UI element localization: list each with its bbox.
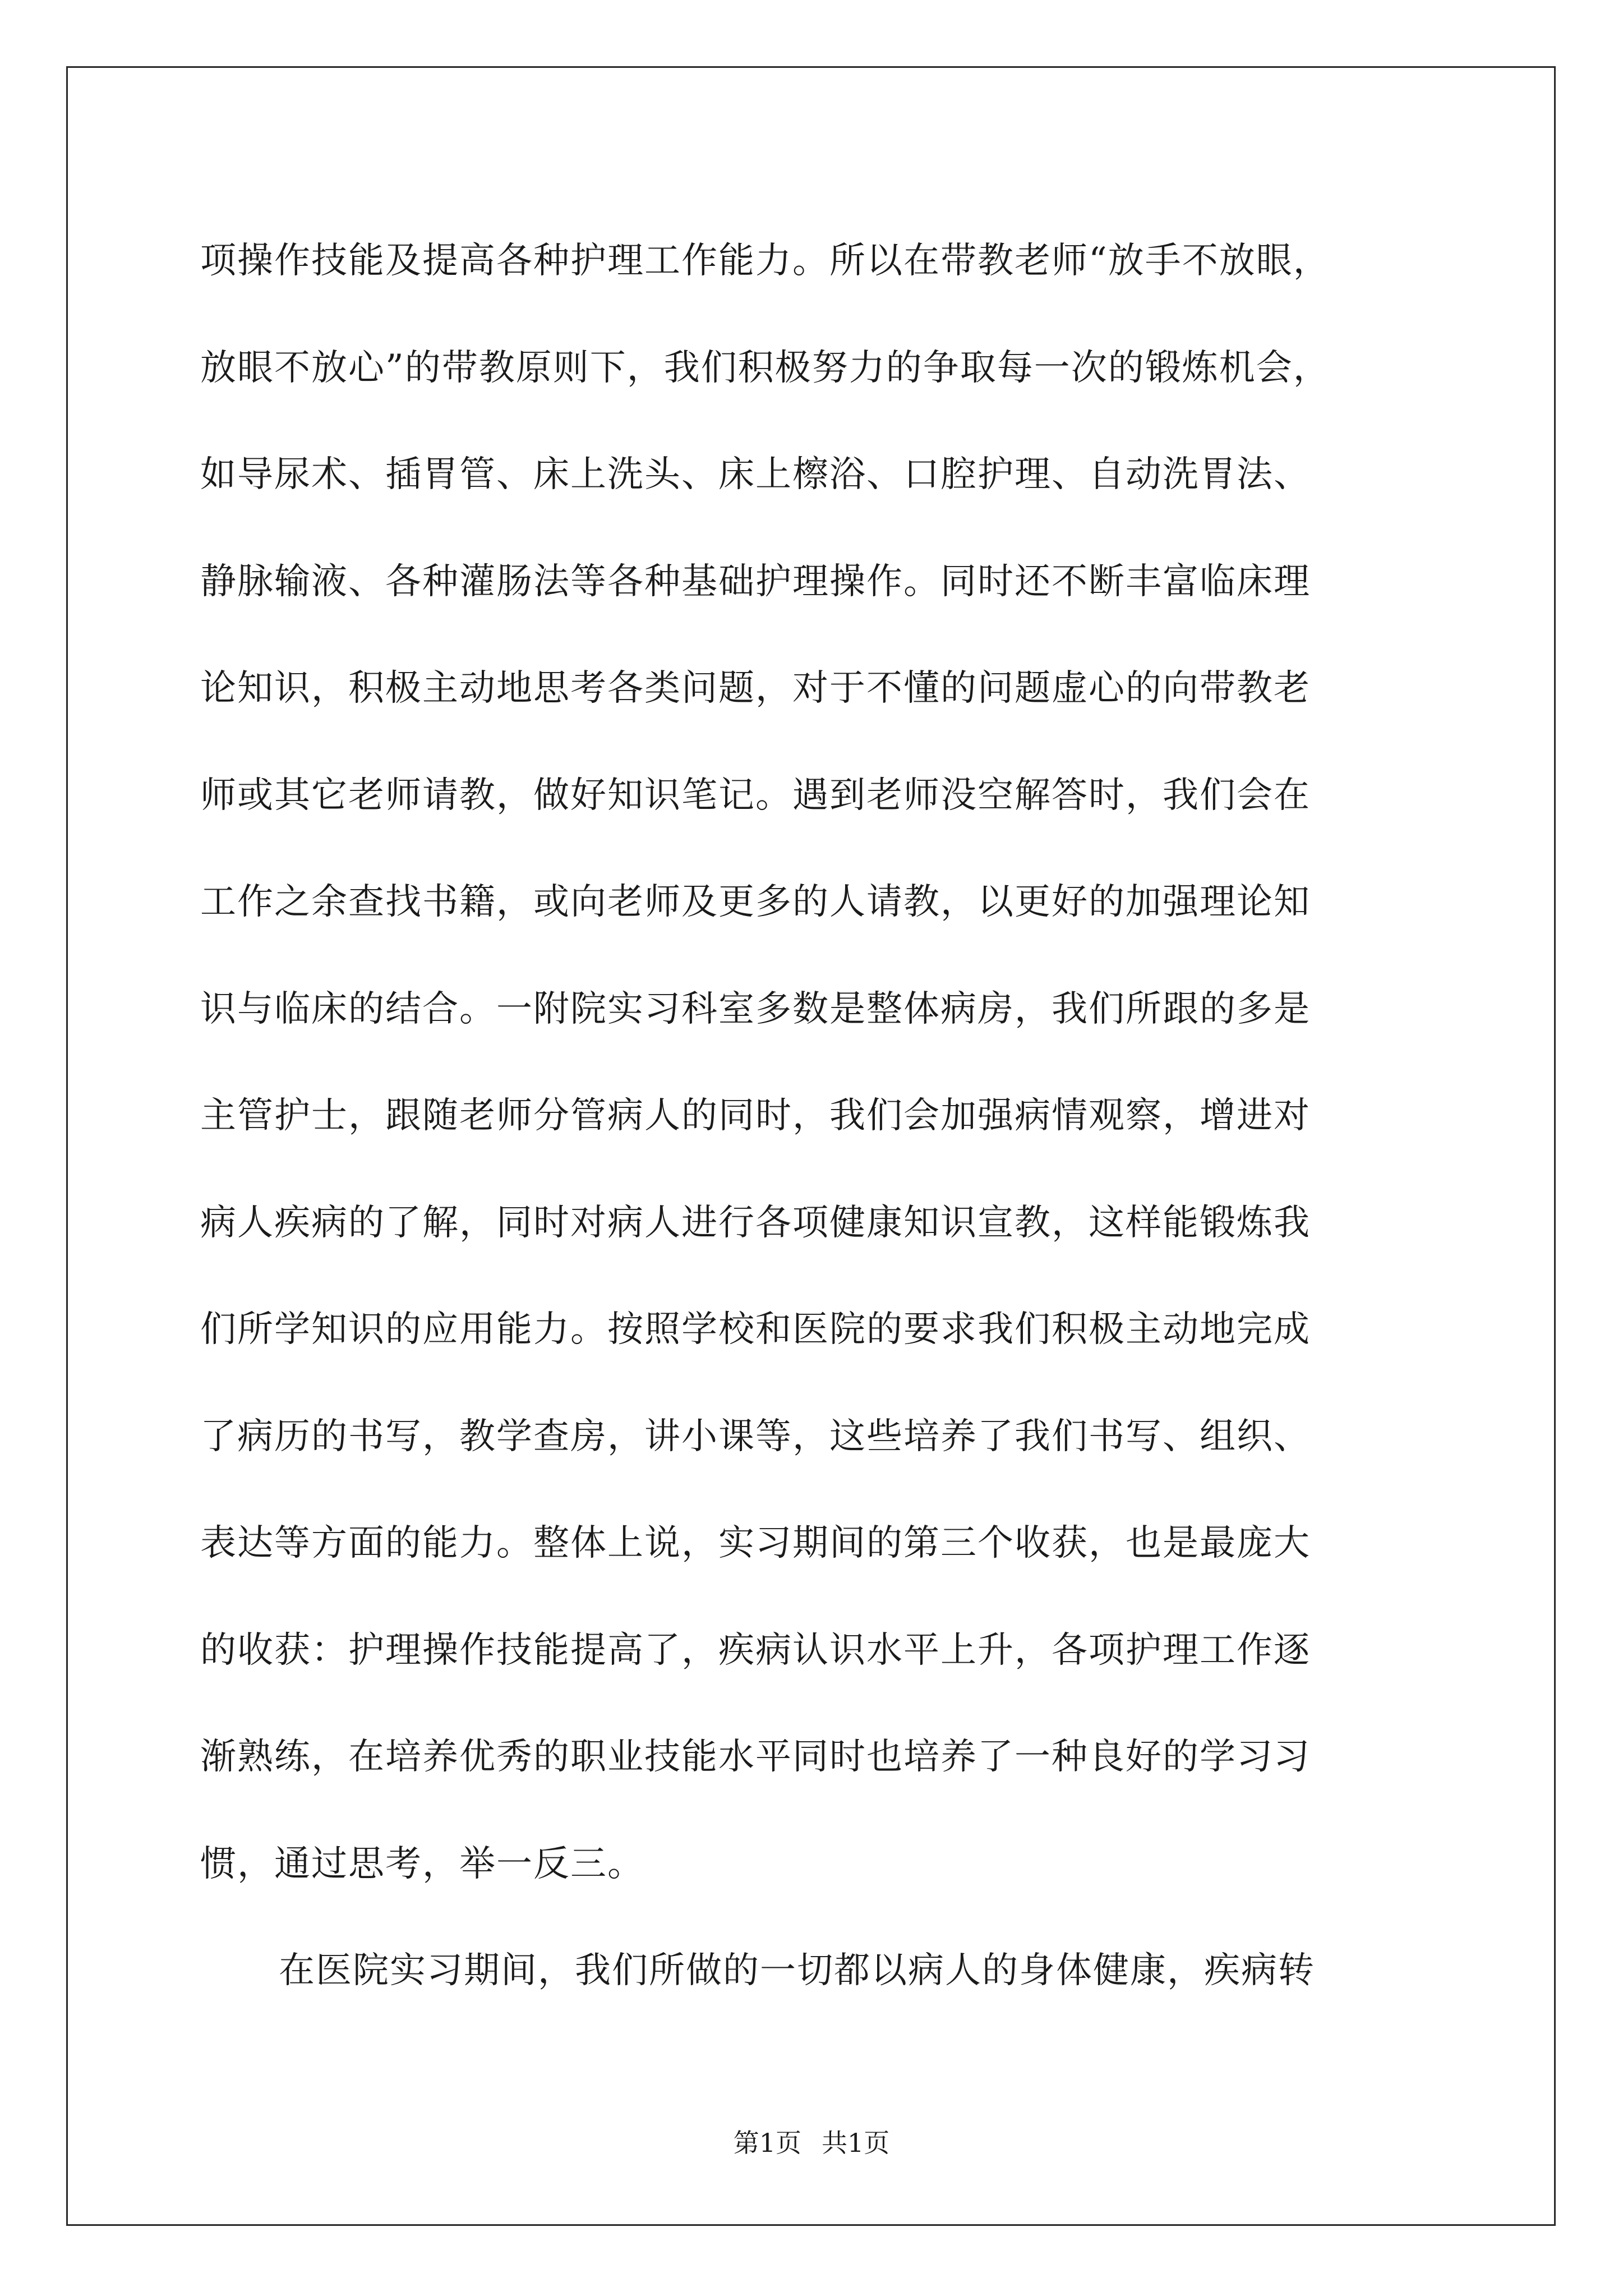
text-line: 表达等方面的能力。整体上说，实习期间的第三个收获，也是最庞大 bbox=[200, 1522, 1311, 1564]
text-line: 惯，通过思考，举一反三。 bbox=[200, 1843, 644, 1885]
text-line: 论知识，积极主动地思考各类问题，对于不懂的问题虚心的向带教老 bbox=[200, 668, 1311, 709]
text-line: 渐熟练，在培养优秀的职业技能水平同时也培养了一种良好的学习习 bbox=[200, 1736, 1311, 1778]
text-line: 如导尿术、插胃管、床上洗头、床上檫浴、口腔护理、自动洗胃法、 bbox=[200, 454, 1311, 495]
text-line: 主管护士，跟随老师分管病人的同时，我们会加强病情观察，增进对 bbox=[200, 1095, 1311, 1137]
page-number-total: 共1页 bbox=[822, 2128, 890, 2158]
text-line: 识与临床的结合。一附院实习科室多数是整体病房，我们所跟的多是 bbox=[200, 988, 1311, 1030]
text-line: 了病历的书写，教学查房，讲小课等，这些培养了我们书写、组织、 bbox=[200, 1415, 1311, 1457]
text-line: 放眼不放心”的带教原则下，我们积极努力的争取每一次的锻炼机会， bbox=[200, 347, 1330, 389]
text-line: 工作之余查找书籍，或向老师及更多的人请教，以更好的加强理论知 bbox=[200, 881, 1311, 923]
text-line: 们所学知识的应用能力。按照学校和医院的要求我们积极主动地完成 bbox=[200, 1309, 1311, 1350]
page-number-current: 第1页 bbox=[733, 2128, 801, 2158]
text-line: 师或其它老师请教，做好知识笔记。遇到老师没空解答时，我们会在 bbox=[200, 774, 1311, 816]
text-line: 静脉输液、各种灌肠法等各种基础护理操作。同时还不断丰富临床理 bbox=[200, 560, 1311, 602]
document-body bbox=[200, 208, 1434, 2024]
page-footer bbox=[0, 2126, 1623, 2160]
text-line: 项操作技能及提高各种护理工作能力。所以在带教老师“放手不放眼， bbox=[200, 240, 1330, 282]
text-line: 病人疾病的了解，同时对病人进行各项健康知识宣教，这样能锻炼我 bbox=[200, 1202, 1311, 1244]
text-line: 的收获：护理操作技能提高了，疾病认识水平上升，各项护理工作逐 bbox=[200, 1629, 1311, 1671]
paragraph-start-line: 在医院实习期间，我们所做的一切都以病人的身体健康，疾病转 bbox=[279, 1950, 1315, 1991]
